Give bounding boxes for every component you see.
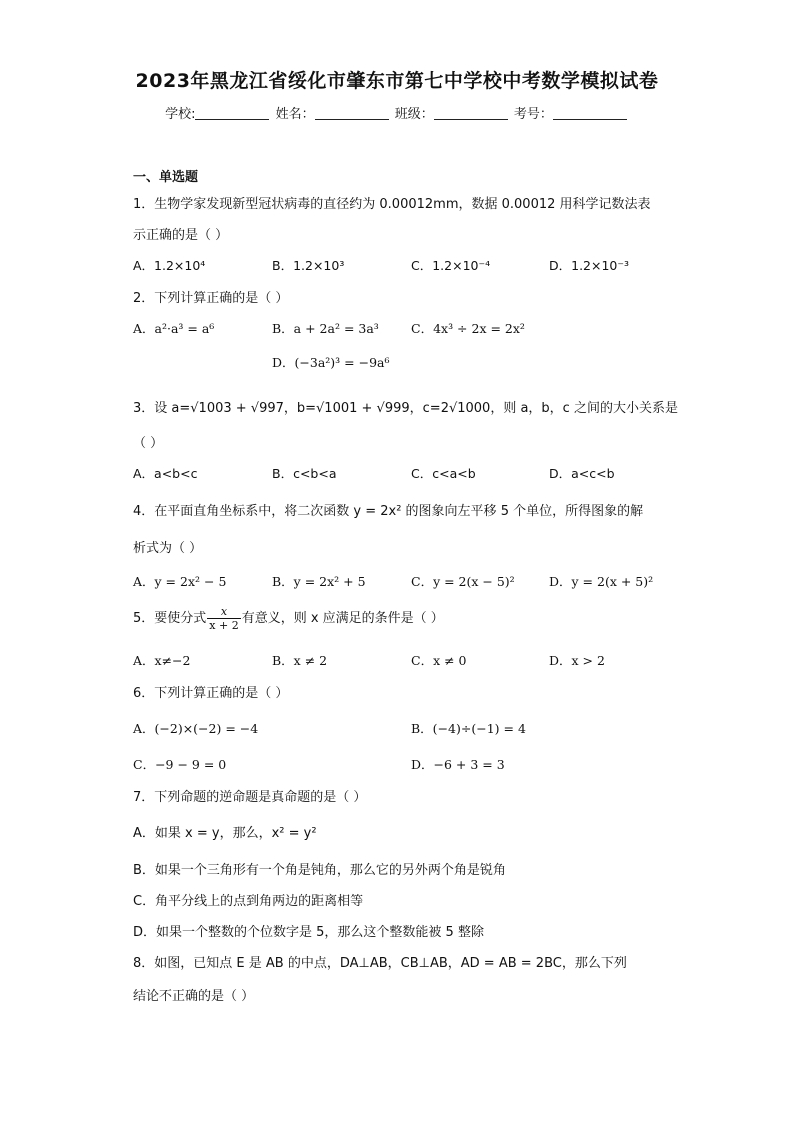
name-label: 姓名： bbox=[275, 107, 315, 122]
question-2-option-b: B．a + 2a² = 3a³ bbox=[272, 321, 379, 336]
question-3-option-d: D．a<c<b bbox=[549, 466, 615, 481]
student-info-line bbox=[0, 103, 794, 122]
question-7-stem: 7．下列命题的逆命题是真命题的是（ ） bbox=[133, 790, 367, 805]
question-2-option-a: A．a²·a³ = a⁶ bbox=[133, 321, 215, 336]
fraction-numerator: x bbox=[207, 605, 240, 619]
question-1-option-c: C．1.2×10⁻⁴ bbox=[411, 258, 491, 273]
section-title: 一、单选题 bbox=[133, 170, 199, 185]
exam-no-blank[interactable] bbox=[553, 105, 627, 120]
page-title: 2023年黑龙江省绥化市肇东市第七中学校中考数学模拟试卷 bbox=[135, 70, 659, 92]
question-5-option-b: B．x ≠ 2 bbox=[272, 653, 328, 668]
question-2-option-c: C．4x³ ÷ 2x = 2x² bbox=[411, 321, 525, 336]
question-2-option-d: D．(−3a²)³ = −9a⁶ bbox=[272, 355, 390, 370]
question-6-option-c: C．−9 − 9 = 0 bbox=[133, 757, 227, 772]
question-1-line-1: 1．生物学家发现新型冠状病毒的直径约为 0.00012mm，数据 0.00012 用科学记数法表 bbox=[133, 197, 651, 212]
question-3-option-c: C．c<a<b bbox=[411, 466, 476, 481]
question-4-option-c: C．y = 2(x − 5)² bbox=[411, 574, 515, 589]
question-4-line-2: 析式为（ ） bbox=[133, 541, 203, 556]
question-1-line-2: 示正确的是（ ） bbox=[133, 228, 229, 243]
question-1-option-b: B．1.2×10³ bbox=[272, 258, 345, 273]
question-6-option-a: A．(−2)×(−2) = −4 bbox=[133, 721, 259, 736]
question-2-stem: 2．下列计算正确的是（ ） bbox=[133, 291, 289, 306]
question-1-option-d: D．1.2×10⁻³ bbox=[549, 258, 629, 273]
school-blank[interactable] bbox=[195, 105, 269, 120]
question-8-line-2: 结论不正确的是（ ） bbox=[133, 989, 255, 1004]
question-3-line-2: （ ） bbox=[133, 436, 164, 451]
question-4-option-a: A．y = 2x² − 5 bbox=[133, 574, 227, 589]
question-4-line-1: 4．在平面直角坐标系中，将二次函数 y = 2x² 的图象向左平移 5 个单位，所得图象的解 bbox=[133, 504, 644, 519]
question-7-option-c: C．角平分线上的点到角两边的距离相等 bbox=[133, 894, 364, 909]
question-3-option-b: B．c<b<a bbox=[272, 466, 337, 481]
question-7-option-d: D．如果一个整数的个位数字是 5，那么这个整数能被 5 整除 bbox=[133, 925, 484, 940]
school-label: 学校: bbox=[165, 107, 196, 122]
question-5-stem-after: 有意义，则 x 应满足的条件是（ ） bbox=[241, 611, 444, 626]
exam-no-label: 考号： bbox=[513, 107, 553, 122]
fraction-denominator: x + 2 bbox=[209, 619, 239, 632]
question-8-line-1: 8．如图，已知点 E 是 AB 的中点，DA⊥AB，CB⊥AB，AD = AB = 2BC，那么下列 bbox=[133, 956, 627, 971]
question-7-option-b: B．如果一个三角形有一个角是钝角，那么它的另外两个角是锐角 bbox=[133, 863, 506, 878]
question-5-option-c: C．x ≠ 0 bbox=[411, 653, 467, 668]
question-7-option-a: A．如果 x = y，那么，x² = y² bbox=[133, 826, 317, 841]
name-blank[interactable] bbox=[315, 105, 389, 120]
question-5-fraction bbox=[207, 605, 240, 632]
question-5-option-d: D．x > 2 bbox=[549, 653, 605, 668]
question-5-option-a: A．x≠−2 bbox=[133, 653, 191, 668]
class-label: 班级： bbox=[394, 107, 434, 122]
question-5-stem bbox=[133, 605, 444, 632]
question-6-stem: 6．下列计算正确的是（ ） bbox=[133, 686, 289, 701]
question-3-line-1: 3．设 a=√1003 + √997，b=√1001 + √999，c=2√1000，则 a，b，c 之间的大小关系是 bbox=[133, 401, 678, 416]
question-5-stem-before: 5．要使分式 bbox=[133, 611, 207, 626]
class-blank[interactable] bbox=[434, 105, 508, 120]
question-3-option-a: A．a<b<c bbox=[133, 466, 198, 481]
question-1-option-a: A．1.2×10⁴ bbox=[133, 258, 206, 273]
question-4-option-d: D．y = 2(x + 5)² bbox=[549, 574, 654, 589]
question-4-option-b: B．y = 2x² + 5 bbox=[272, 574, 366, 589]
question-6-option-d: D．−6 + 3 = 3 bbox=[411, 757, 505, 772]
question-6-option-b: B．(−4)÷(−1) = 4 bbox=[411, 721, 526, 736]
